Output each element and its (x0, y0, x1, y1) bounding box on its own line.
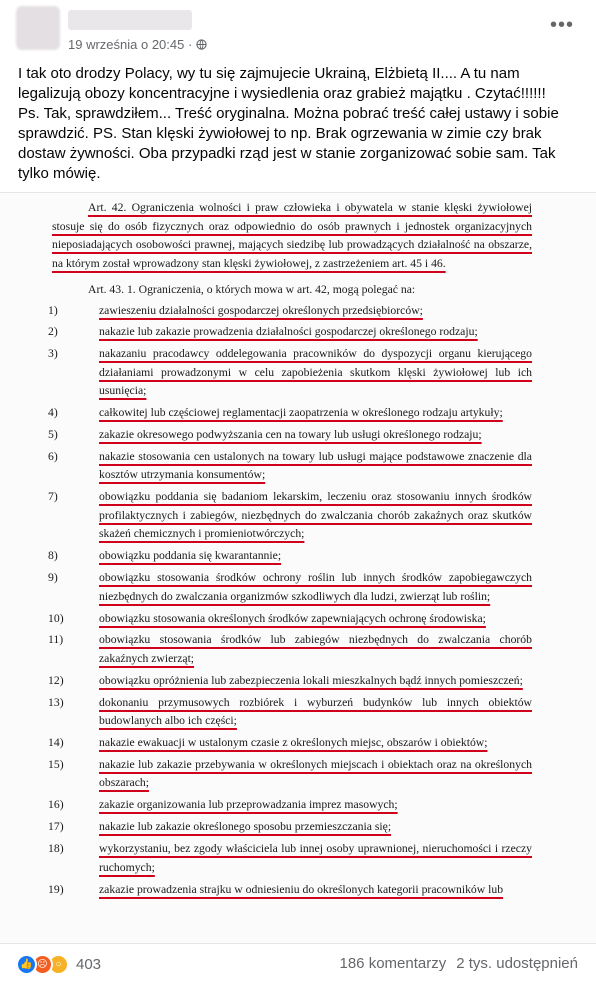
list-item (48, 323, 532, 342)
wow-icon: ○ (48, 954, 69, 975)
list-item-text: zakazie prowadzenia strajku w odniesieniu do określonych kategorii pracowników lub (99, 882, 504, 896)
list-item-text: nakazie stosowania cen ustalonych na towary lub usługi mające podstawowe znaczenie dla kosztów utrzymania konsumentów; (99, 449, 532, 482)
list-item-number: 13) (48, 695, 64, 709)
list-item (48, 840, 532, 877)
list-item-number: 7) (48, 490, 58, 504)
list-item (48, 796, 532, 815)
list-item (48, 404, 532, 423)
post-text-line: I tak oto drodzy Polacy, wy tu się zajmujecie Ukrainą, Elżbietą II.... A tu nam (18, 65, 520, 82)
list-item-number: 18) (48, 842, 64, 856)
post-text-line: tylko mówię. (18, 165, 101, 182)
list-item-number: 1) (48, 303, 58, 317)
list-item-number: 10) (48, 611, 64, 625)
list-item (48, 448, 532, 485)
list-item-number: 12) (48, 673, 64, 687)
post-text-line: Ps. Tak, sprawdziłem... Treść oryginalna. Można pobrać treść całej ustawy i sobie (18, 105, 559, 122)
author-name-blurred[interactable] (68, 10, 192, 30)
list-item-text: obowiązku stosowania określonych środków zapewniających ochronę środowiska; (99, 611, 486, 625)
list-item-text: zakazie okresowego podwyższania cen na towary lub usługi określonego rodzaju; (99, 428, 482, 442)
post-text-line: sprawdzić. PS. Stan klęski żywiołowej to np. Brak ogrzewania w zimie czy brak (18, 125, 542, 142)
list-item-number: 11) (48, 633, 64, 647)
post-meta (68, 37, 207, 52)
reaction-count: 403 (76, 956, 102, 973)
list-item (48, 881, 532, 900)
post-image-document[interactable] (0, 192, 596, 944)
article-42 (52, 199, 532, 273)
list-item-text: całkowitej lub częściowej reglamentacji zaopatrzenia w określonego rodzaju artykuły; (99, 406, 503, 420)
post-timestamp[interactable]: 19 września o 20:45 · (68, 37, 193, 52)
list-item-text: dokonaniu przymusowych rozbiórek i wyburzeń budynków lub innych obiektów budowlanych albo ich części; (99, 695, 532, 728)
list-item-number: 5) (48, 428, 58, 442)
document-text (48, 199, 532, 899)
like-icon: 👍 (16, 954, 37, 975)
list-item-text: nakazaniu pracodawcy oddelegowania pracowników do dyspozycji organu kierującego działaniami prowadzonymi w celu zapobieżenia skutkom klęski żywiołowej lub ich usunięcia; (99, 347, 532, 398)
post-footer (0, 944, 596, 984)
list-item-number: 3) (48, 347, 58, 361)
list-item-number: 14) (48, 736, 64, 750)
list-item (48, 547, 532, 566)
comments-count[interactable]: 186 komentarzy (339, 955, 447, 972)
list-item-text: nakazie lub zakazie przebywania w określonych miejscach i obiektach oraz na określonych obszarach; (99, 757, 532, 790)
post-text-line: dostaw żywności. Oba przypadki rząd jest w stanie zorganizować sobie sam. Tak (18, 145, 556, 162)
list-item (48, 488, 532, 544)
list-item (48, 426, 532, 445)
article-43-heading: Art. 43. 1. Ograniczenia, o których mowa w art. 42, mogą polegać na: (88, 283, 416, 296)
list-item-number: 6) (48, 449, 58, 463)
shares-count[interactable]: 2 tys. udostępnień (456, 955, 578, 972)
post-header (16, 6, 580, 54)
reactions-summary[interactable] (16, 954, 101, 975)
list-item-text: obowiązku stosowania środków ochrony roślin lub innych środków zapobiegawczych niezbędnych do zwalczania organizmów szkodliwych dla ludzi, zwierząt lub roślin; (99, 571, 532, 603)
list-item-text: wykorzystaniu, bez zgody właściciela lub innej osoby uprawnionej, nieruchomości i rzeczy ruchomych; (99, 842, 532, 874)
angry-icon: ☹ (32, 954, 53, 975)
post-text (18, 64, 582, 184)
globe-icon (196, 39, 207, 50)
list-item-number: 16) (48, 798, 64, 812)
list-item-text: obowiązku poddania się kwarantannie; (99, 549, 282, 563)
list-item (48, 818, 532, 837)
list-item-number: 15) (48, 757, 64, 771)
list-item (48, 694, 532, 731)
list-item-text: obowiązku poddania się badaniom lekarskim, leczeniu oraz stosowaniu innych środków profilaktycznych i zabiegów, niezbędnych do zwalczania chorób zakaźnych oraz skutków skażeń chemicznych i promieniotwórczych; (99, 490, 532, 541)
list-item-text: nakazie lub zakazie określonego sposobu przemieszczania się; (99, 820, 392, 834)
list-item-text: nakazie ewakuacji w ustalonym czasie z określonych miejsc, obszarów i obiektów; (99, 736, 488, 750)
list-item (48, 302, 532, 321)
list-item (48, 345, 532, 401)
more-options-icon[interactable]: ••• (549, 14, 574, 36)
list-item-number: 4) (48, 406, 58, 420)
list-item-text: obowiązku stosowania środków lub zabiegów niezbędnych do zwalczania chorób zakaźnych zwierząt; (99, 633, 532, 665)
list-item-number: 8) (48, 549, 58, 563)
list-item-number: 17) (48, 820, 64, 834)
list-item (48, 610, 532, 629)
list-item (48, 756, 532, 793)
article-43-list (48, 302, 532, 900)
engagement-stats (340, 955, 579, 972)
list-item-number: 2) (48, 325, 58, 339)
list-item-text: zawieszeniu działalności gospodarczej określonych przedsiębiorców; (99, 303, 423, 317)
list-item-number: 9) (48, 571, 58, 585)
list-item-number: 19) (48, 882, 64, 896)
list-item-text: nakazie lub zakazie prowadzenia działalności gospodarczej określonego rodzaju; (99, 325, 478, 339)
list-item-text: obowiązku opróżnienia lub zabezpieczenia lokali mieszkalnych bądź innych pomieszczeń; (99, 673, 523, 687)
list-item (48, 672, 532, 691)
list-item-text: zakazie organizowania lub przeprowadzania imprez masowych; (99, 798, 398, 812)
list-item (48, 734, 532, 753)
list-item (48, 569, 532, 606)
article-42-text: Art. 42. Ograniczenia wolności i praw człowieka i obywatela w stanie klęski żywiołowej stosuje się do osób fizycznych oraz odpowiednio do osób prawnych i jednostek organizacyjnych nieposiadających osobowości prawnej, mających siedzibę lub prowadzących działalność na obszarze, na którym został wprowadzony stan klęski żywiołowej, z zastrzeżeniem art. 45 i 46. (52, 201, 532, 270)
list-item (48, 631, 532, 668)
avatar[interactable] (16, 6, 60, 50)
post-text-line: legalizują obozy koncentracyjne i wysiedlenia oraz grabież majątku . Czytać!!!!!! (18, 85, 546, 102)
